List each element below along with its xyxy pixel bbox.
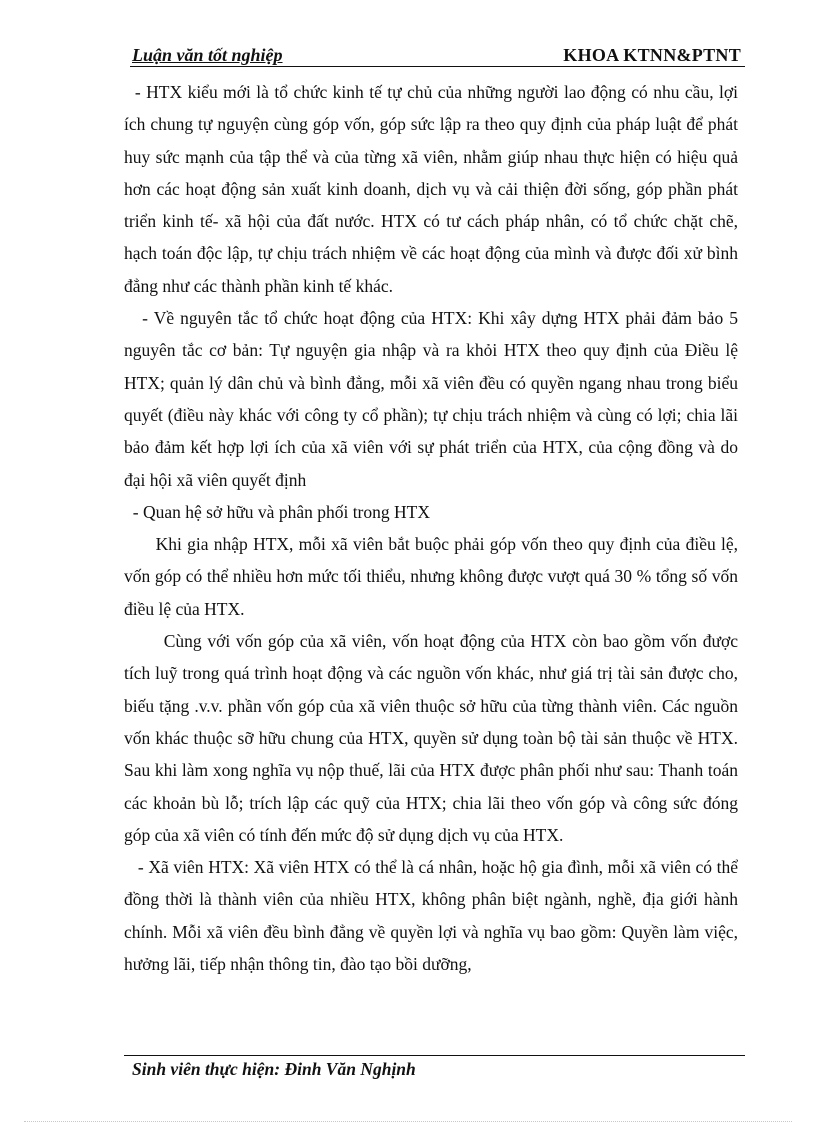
paragraph-htx-definition: - HTX kiểu mới là tổ chức kinh tế tự chủ của những người lao động có nhu cầu, lợi ích chung tự nguyện cùng góp vốn, góp sức lập ra theo quy định của pháp luật để phát huy sức mạnh của tập thể và của từng xã viên, nhằm giúp nhau thực hiện có hiệu quả hơn các hoạt động sản xuất kinh doanh, dịch vụ và cải thiện đời sống, góp phần phát triển kinh tế- xã hội của đất nước. HTX có tư cách pháp nhân, có tổ chức chặt chẽ, hạch toán độc lập, tự chịu trách nhiệm về các hoạt động của mình và được đối xử bình đẳng như các thành phần kinh tế khác. <box>124 82 738 296</box>
paragraph-organizing-principles: - Về nguyên tắc tổ chức hoạt động của HTX: Khi xây dựng HTX phải đảm bảo 5 nguyên tắc cơ bản: Tự nguyện gia nhập và ra khỏi HTX theo quy định của Điều lệ HTX; quản lý dân chủ và bình đẳng, mỗi xã viên đều có quyền ngang nhau trong biểu quyết (điều này khác với công ty cổ phần); tự chịu trách nhiệm và cùng có lợi; chia lãi bảo đảm kết hợp lợi ích của xã viên với sự phát triển của HTX, của cộng đồng và do đại hội xã viên quyết định <box>124 308 738 490</box>
footer-divider <box>124 1055 745 1056</box>
page-break-line <box>24 1121 792 1122</box>
header-faculty: KHOA KTNN&PTNT <box>563 45 741 65</box>
header-thesis-title: Luận văn tốt nghiệp <box>132 45 283 65</box>
paragraph-ownership-heading: - Quan hệ sở hữu và phân phối trong HTX <box>124 501 430 522</box>
paragraph-capital-contribution: Khi gia nhập HTX, mỗi xã viên bắt buộc phải góp vốn theo quy định của điều lệ, vốn góp có thể nhiều hơn mức tối thiểu, nhưng không được vượt quá 30 % tổng số vốn điều lệ của HTX. <box>124 534 738 619</box>
document-body <box>124 76 738 980</box>
paragraph-operating-capital: Cùng với vốn góp của xã viên, vốn hoạt động của HTX còn bao gồm vốn được tích luỹ trong quá trình hoạt động và các nguồn vốn khác, như giá trị tài sản được cho, biếu tặng .v.v. phần vốn góp của xã viên thuộc sở hữu của từng thành viên. Các nguồn vốn khác thuộc sỡ hữu chung của HTX, quyền sử dụng toàn bộ tài sản thuộc về HTX. Sau khi làm xong nghĩa vụ nộp thuế, lãi của HTX được phân phối như sau: Thanh toán các khoản bù lỗ; trích lập các quỹ của HTX; chia lãi theo vốn góp và công sức đóng góp của xã viên có tính đến mức độ sử dụng dịch vụ của HTX. <box>124 631 738 845</box>
paragraph-members: - Xã viên HTX: Xã viên HTX có thể là cá nhân, hoặc hộ gia đình, mỗi xã viên có thể đồng thời là thành viên của nhiều HTX, không phân biệt ngành, nghề, địa giới hành chính. Mỗi xã viên đều bình đẳng về quyền lợi và nghĩa vụ bao gồm: Quyền làm việc, hưởng lãi, tiếp nhận thông tin, đào tạo bồi dưỡng, <box>124 857 738 975</box>
footer-student: Sinh viên thực hiện: Đinh Văn Nghịnh <box>132 1059 416 1079</box>
page-header <box>130 44 745 67</box>
